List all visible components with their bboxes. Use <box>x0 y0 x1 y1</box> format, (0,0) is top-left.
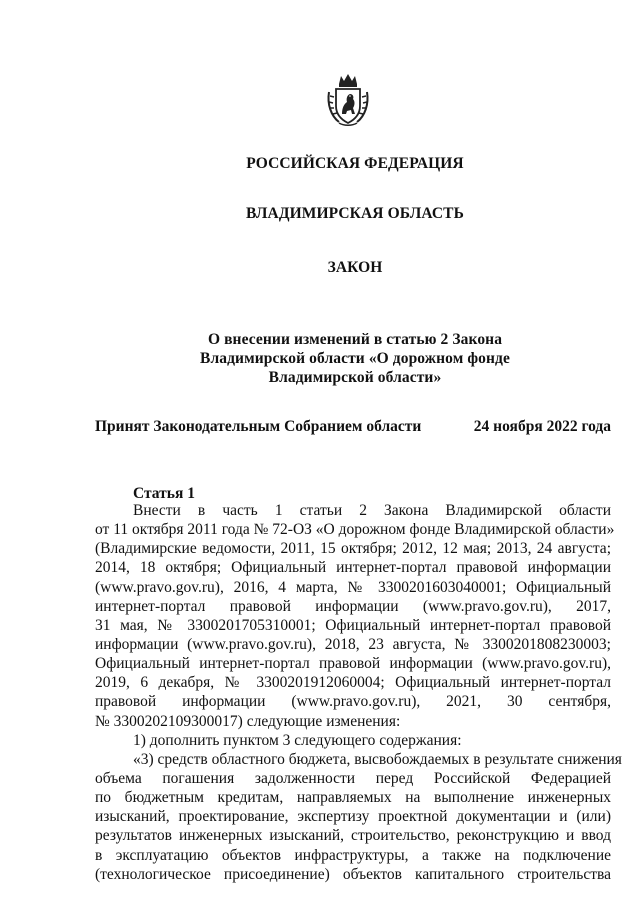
law-title <box>0 330 640 387</box>
body-line: интернет-портал правовой информации (www.pravo.gov.ru), 2017, <box>95 597 611 615</box>
body-line: Официальный интернет-портал правовой информации (www.pravo.gov.ru), <box>95 655 611 673</box>
coat-of-arms-icon <box>325 72 371 128</box>
body-line: 2014, 18 октября; Официальный интернет-портал правовой информации <box>95 559 611 577</box>
body-line: № 3300202109300017) следующие изменения: <box>95 712 401 730</box>
law-title-line: Владимирской области» <box>268 369 442 386</box>
body-line: (технологическое присоединение) объектов капитального строительства <box>95 865 611 883</box>
body-line: Внести в часть 1 статьи 2 Закона Владимирской области <box>133 502 611 519</box>
article-body <box>95 501 622 884</box>
adopted-date: 24 ноября 2022 года <box>473 418 611 435</box>
doc-type-heading: ЗАКОН <box>327 259 383 276</box>
body-line: (www.pravo.gov.ru), 2016, 4 марта, № 3300201603040001; Официальный <box>95 578 611 596</box>
body-line: результатов инженерных изысканий, строительство, реконструкцию и ввод <box>95 827 611 845</box>
body-line: (Владимирские ведомости, 2011, 15 октября; 2012, 12 мая; 2013, 24 августа; <box>95 540 611 558</box>
law-title-line: О внесении изменений в статью 2 Закона <box>207 331 503 348</box>
body-line: в эксплуатацию объектов инфраструктуры, а также на подключение <box>95 846 611 864</box>
body-line: правовой информации (www.pravo.gov.ru), 2021, 30 сентября, <box>95 693 611 711</box>
body-line: информации (www.pravo.gov.ru), 2018, 23 августа, № 3300201808230003; <box>95 635 611 653</box>
body-line: по бюджетным кредитам, направляемых на выполнение инженерных <box>95 789 611 807</box>
body-line: изысканий, проектирование, экспертизу проектной документации и (или) <box>95 808 611 826</box>
body-line: «3) средств областного бюджета, высвобождаемых в результате снижения <box>133 750 622 768</box>
body-line: 31 мая, № 3300201705310001; Официальный интернет-портал правовой <box>95 616 611 634</box>
law-title-line: Владимирской области «О дорожном фонде <box>200 350 510 367</box>
coat-of-arms-emblem <box>325 72 371 128</box>
body-line: 2019, 6 декабря, № 3300201912060004; Официальный интернет-портал <box>95 674 611 692</box>
region-heading: ВЛАДИМИРСКАЯ ОБЛАСТЬ <box>246 205 464 222</box>
body-line: 1) дополнить пунктом 3 следующего содержания: <box>133 731 462 749</box>
adopted-by: Принят Законодательным Собранием области <box>95 418 422 435</box>
federation-heading: РОССИЙСКАЯ ФЕДЕРАЦИЯ <box>246 155 464 172</box>
body-line: объема погашения задолженности перед Российской Федерацией <box>95 769 611 787</box>
article-heading: Статья 1 <box>133 485 195 502</box>
body-line: от 11 октября 2011 года № 72-ОЗ «О дорожном фонде Владимирской области» <box>95 521 615 539</box>
